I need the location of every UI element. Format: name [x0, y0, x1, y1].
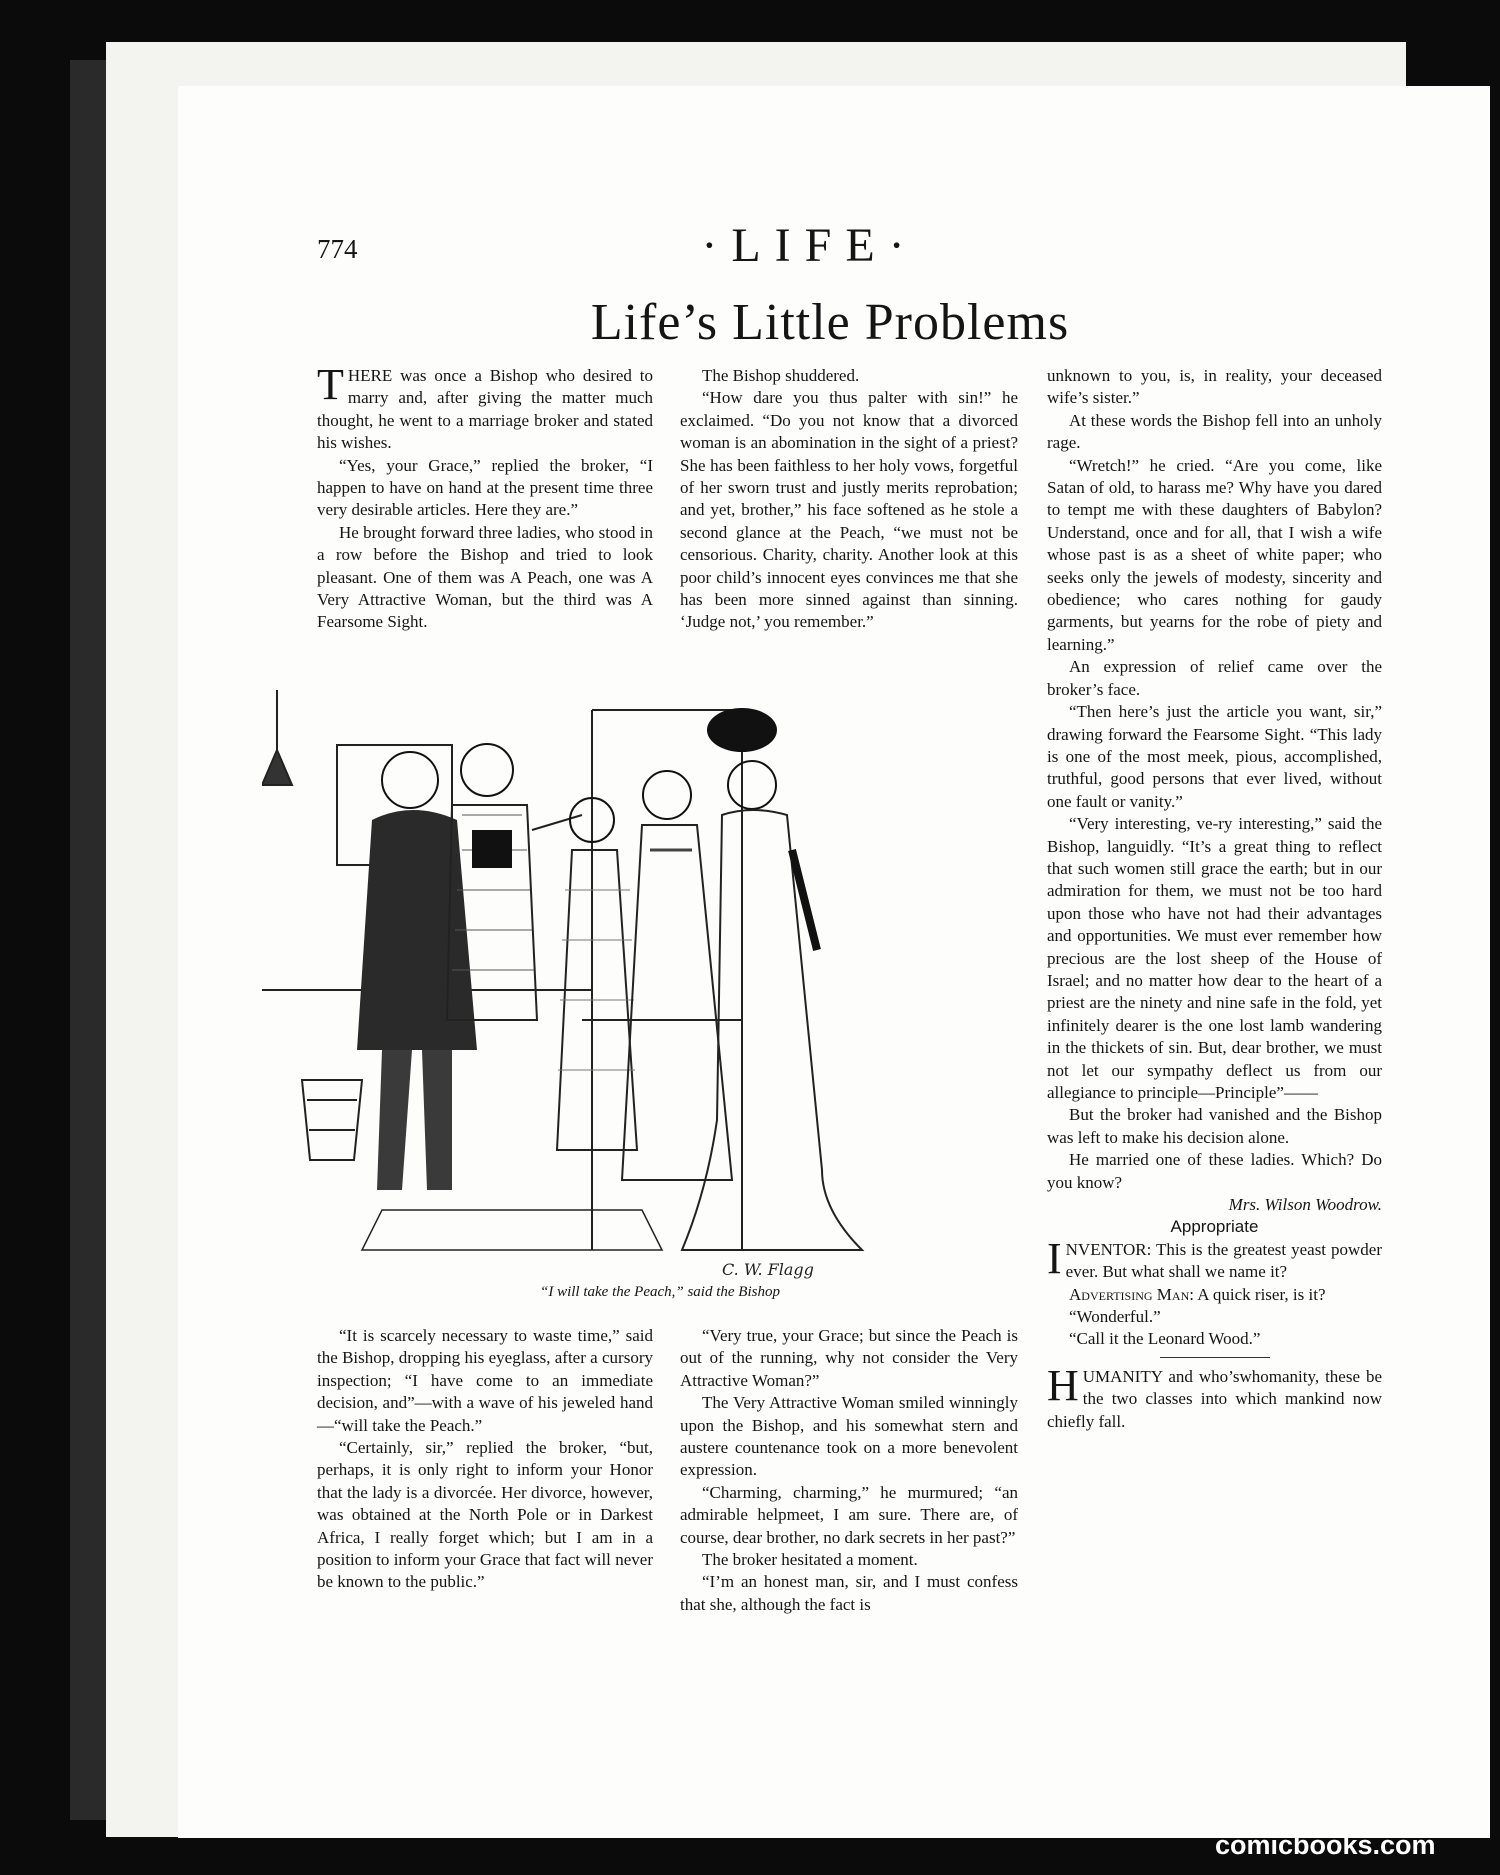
paragraph: “Very interesting, ve-ry interesting,” said the Bishop, languidly. “It’s a great thing to reflect that such women still grace the earth; but in our admiration for them, we must not be too hard upon those who have not had their advantages and opportunities. We must ever remember how precious are the lost sheep of the House of Israel; and no matter how dear to the heart of a priest are the ninety and nine safe in the fold, yet infinitely dearer is the one lost lamb wandering in the thickets of sin. But, dear brother, we must not let our sympathy deflect us from our allegiance to principle—Principle”—— — [1047, 814, 1382, 1102]
attractive-woman-figure — [622, 771, 732, 1180]
illustration — [262, 690, 1032, 1280]
joke-line: “Wonderful.” — [1069, 1307, 1161, 1327]
drop-cap: I — [1047, 1233, 1062, 1283]
divider — [1160, 1357, 1270, 1358]
column-2-top — [680, 365, 1018, 634]
drop-cap: H — [1047, 1360, 1079, 1410]
byline: Mrs. Wilson Woodrow. — [1228, 1195, 1382, 1215]
subhead: Appropriate — [1170, 1217, 1259, 1237]
page-number: 774 — [317, 234, 358, 264]
paragraph: “I’m an honest man, sir, and I must confess that she, although the fact is — [680, 1572, 1018, 1614]
paragraph: “Yes, your Grace,” replied the broker, “I happen to have on hand at the present time three very desirable articles. Here they are.” — [317, 455, 653, 520]
paragraph: He brought forward three ladies, who stood in a row before the Bishop and tried to look pleasant. One of them was A Peach, one was A Very Attractive Woman, but the third was A Fearsome Sight. — [317, 522, 653, 632]
paragraph: unknown to you, is, in reality, your deceased wife’s sister.” — [1047, 366, 1382, 408]
fearsome-sight-figure — [682, 708, 862, 1250]
bishop-figure — [357, 752, 477, 1190]
joke-line: “Call it the Leonard Wood.” — [1069, 1329, 1261, 1349]
dialogue: This is the greatest yeast powder ever. But what shall we name it? — [1065, 1239, 1382, 1282]
paragraph: An expression of relief came over the broker’s face. — [1047, 657, 1382, 699]
paragraph: The Bishop shuddered. — [702, 366, 860, 385]
paragraph: “Then here’s just the article you want, sir,” drawing forward the Fearsome Sight. “This lady is one of the most meek, pious, accomplished, truthful, good persons that ever lived, without one fault or vanity.” — [1047, 702, 1382, 811]
paragraph: He married one of these ladies. Which? Do you know? — [1047, 1150, 1382, 1192]
paragraph — [1047, 1360, 1382, 1433]
paragraph: “Certainly, sir,” replied the broker, “but, perhaps, it is only right to inform your Honor that the lady is a divorcée. Her divorce, however, was obtained at the North Pole or in Darkest Africa, I really forget which; but I am in a position to inform your Grace that fact will never be known to the public.” — [317, 1438, 653, 1592]
peach-figure — [557, 798, 637, 1150]
paragraph — [317, 360, 653, 455]
speaker: Advertising Man: — [1069, 1284, 1194, 1304]
paragraph: The Very Attractive Woman smiled winningly upon the Bishop, and his somewhat stern and austere countenance took on a more benevolent expression. — [680, 1393, 1018, 1480]
paragraph: At these words the Bishop fell into an unholy rage. — [1047, 410, 1382, 453]
artist-signature: C. W. Flagg — [722, 1260, 814, 1279]
paragraph: “Very true, your Grace; but since the Peach is out of the running, why not consider the Very Attractive Woman?” — [680, 1326, 1018, 1390]
column-3 — [1047, 365, 1382, 1433]
paragraph: “How dare you thus palter with sin!” he exclaimed. “Do you not know that a divorced woman is an abomination in the sight of a priest? She has been faithless to her holy vows, forgetful of her sworn trust and justly merits reprobation; and yet, brother,” his face softened as he stole a second glance at the Peach, “we must not be censorious. Charity, charity. Another look at this poor child’s innocent eyes convinces me that she has been more sinned against than sinning. ‘Judge not,’ you remember.” — [680, 388, 1018, 632]
paragraph: “It is scarcely necessary to waste time,” said the Bishop, dropping his eyeglass, after a cursory inspection; “I have come to an immediate decision, and”—with a wave of his jeweled hand —“will take the Peach.” — [317, 1326, 653, 1435]
speaker: NVENTOR: — [1065, 1239, 1152, 1259]
joke-line — [1047, 1284, 1382, 1306]
scan-border — [1490, 0, 1500, 1875]
masthead: ·LIFE· — [701, 219, 919, 272]
joke-line — [1047, 1233, 1382, 1284]
paragraph-text: HERE was once a Bishop who desired to marry and, after giving the matter much thought, he went to a marriage broker and stated his wishes. — [317, 366, 653, 453]
column-1-bottom — [317, 1325, 653, 1594]
column-1-top — [317, 360, 653, 634]
scan-edge — [70, 60, 110, 1820]
paragraph: But the broker had vanished and the Bishop was left to make his decision alone. — [1047, 1105, 1382, 1147]
illustration-caption: “I will take the Peach,” said the Bishop — [540, 1284, 780, 1300]
paragraph-text: UMANITY and who’swhomanity, these be the two classes into which mankind now chiefly fall. — [1047, 1366, 1382, 1431]
dialogue: A quick riser, is it? — [1193, 1284, 1326, 1304]
column-2-bottom — [680, 1325, 1018, 1616]
site-watermark: comicbooks.com — [1215, 1830, 1436, 1860]
paragraph: The broker hesitated a moment. — [702, 1550, 918, 1570]
paragraph: “Wretch!” he cried. “Are you come, like Satan of old, to harass me? Why have you dared to tempt me with these daughters of Babylon? Understand, once and for all, that I wish a wife whose past is as a sheet of white paper; who seeks only the jewels of modesty, sincerity and obedience; who cares nothing for gaudy garments, but yearns for the robe of piety and learning.” — [1047, 455, 1382, 654]
drop-cap: T — [317, 360, 344, 409]
paragraph: “Charming, charming,” he murmured; “an admirable helpmeet, I am sure. There are, of course, dear brother, no dark secrets in her past?” — [680, 1482, 1018, 1547]
article-title: Life’s Little Problems — [590, 294, 1070, 351]
